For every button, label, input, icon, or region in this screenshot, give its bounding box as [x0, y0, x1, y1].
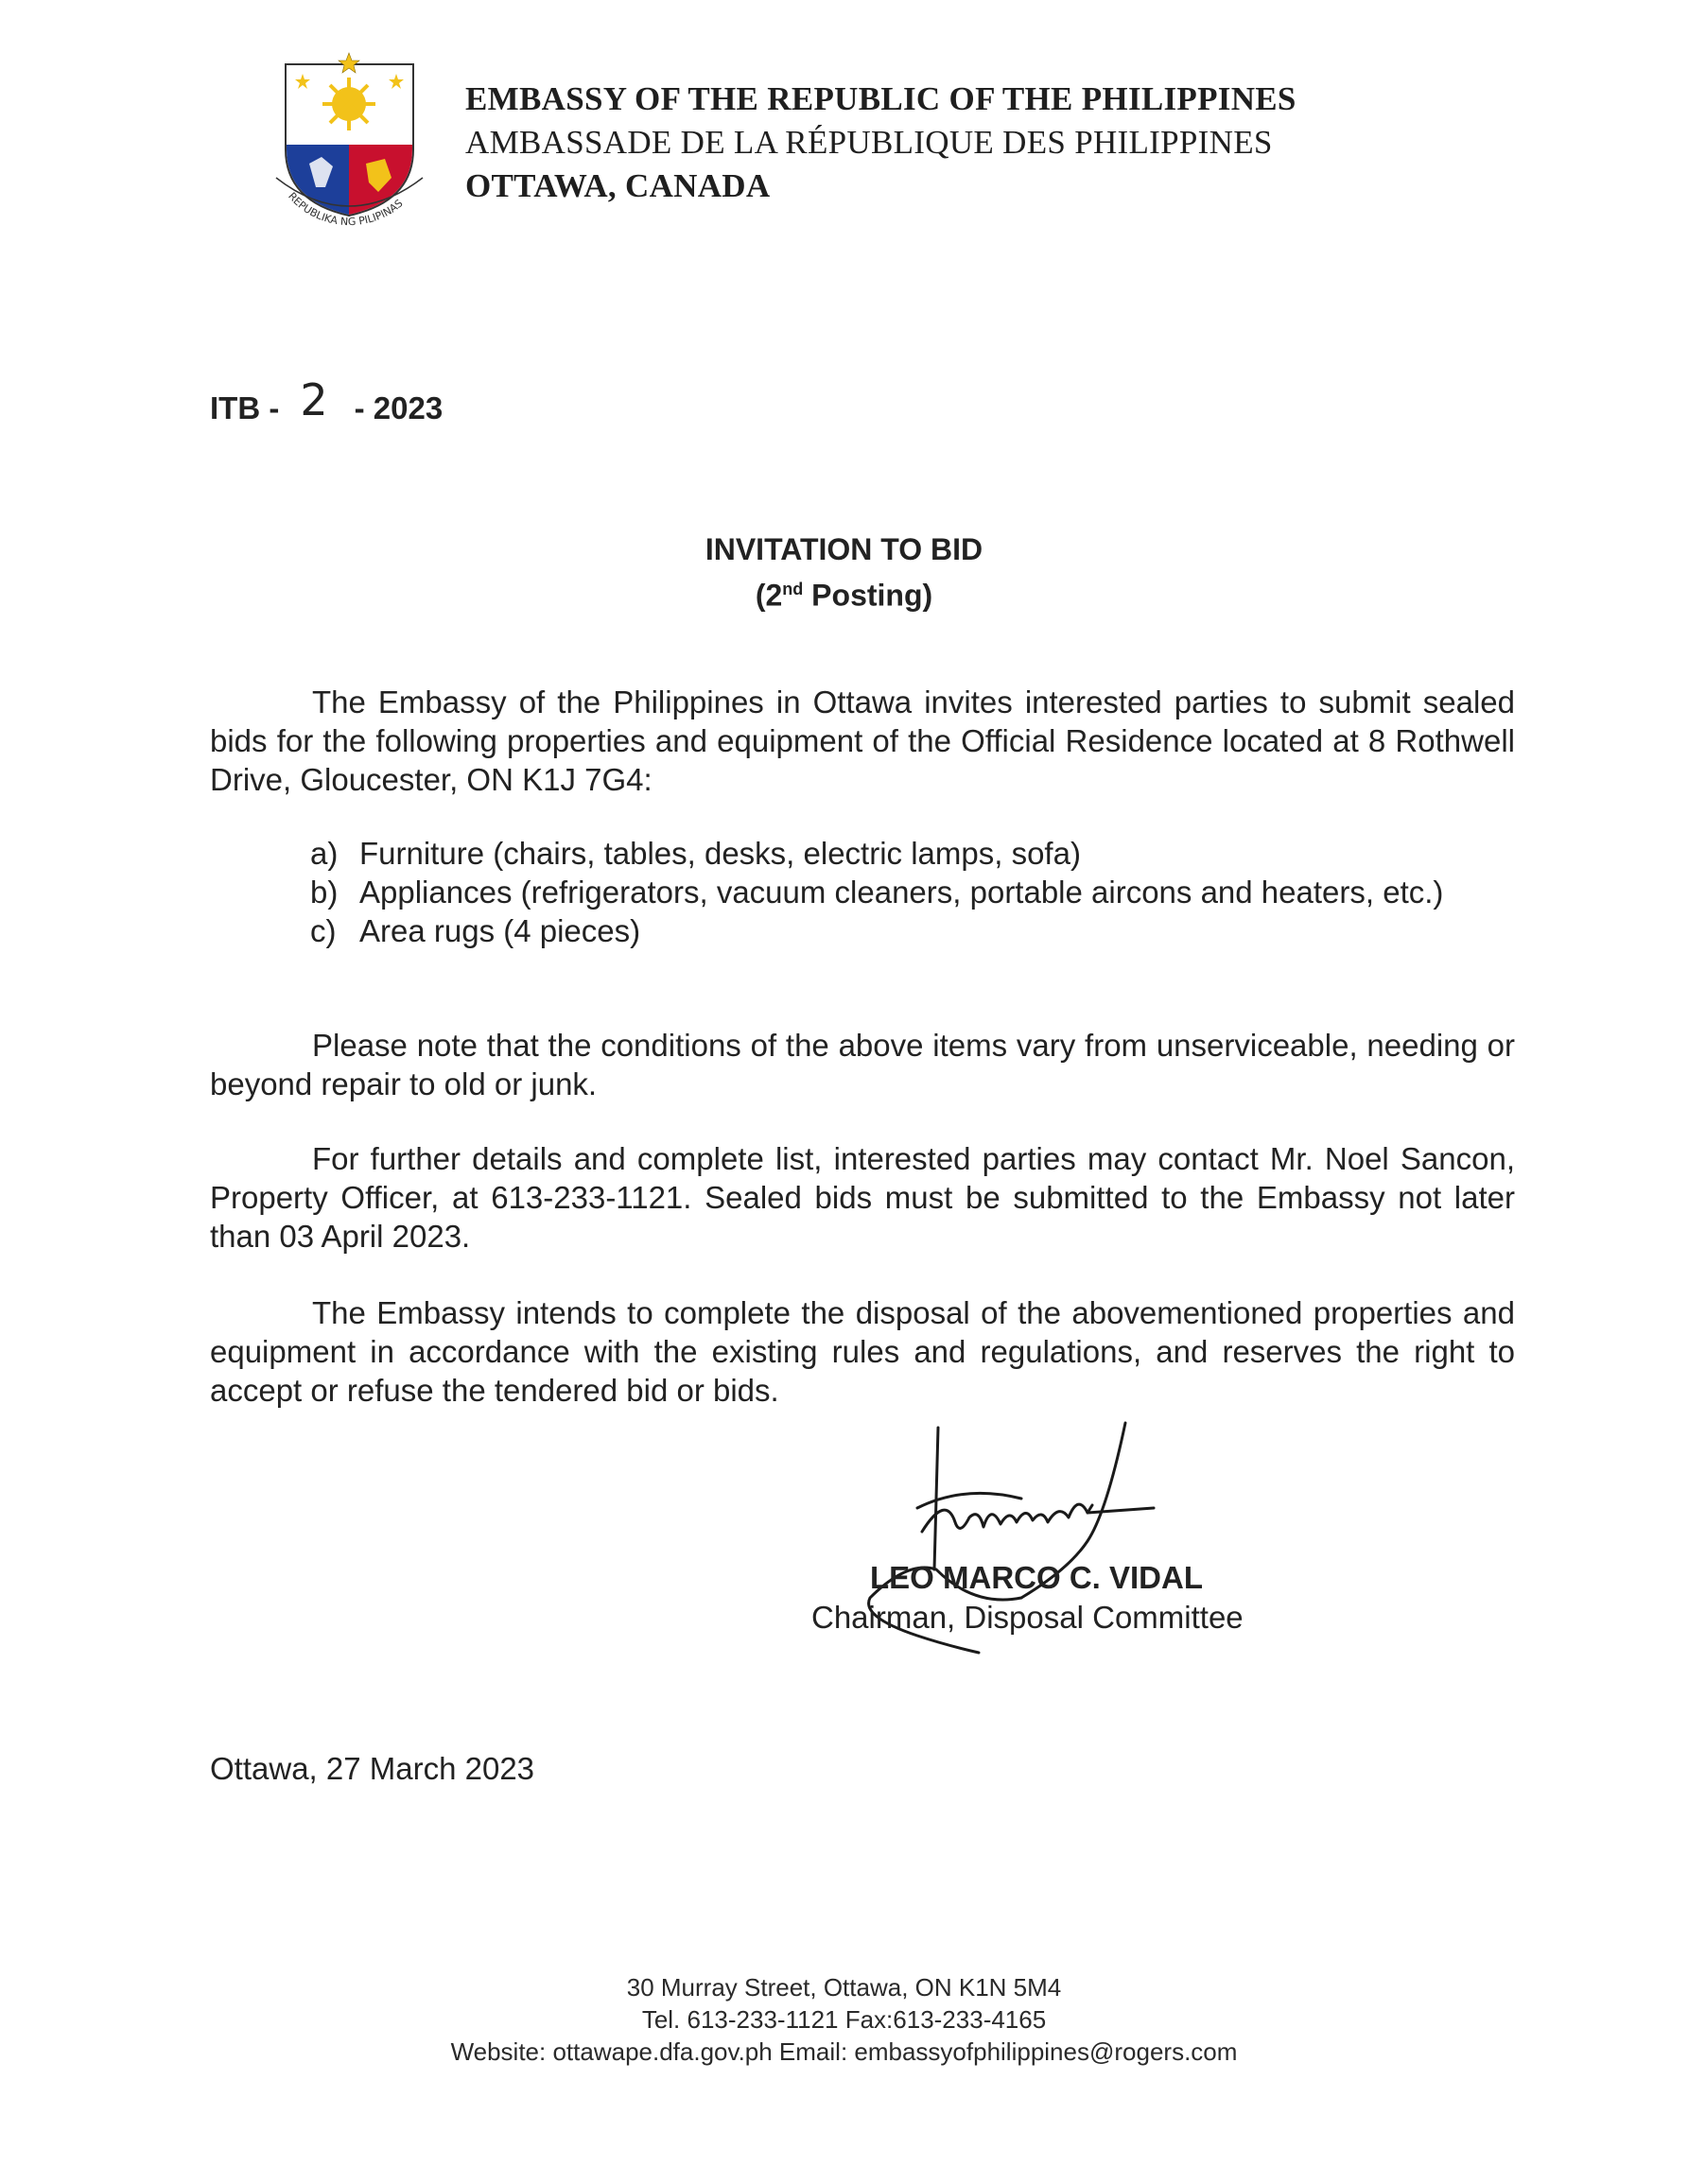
title-posting: (2nd Posting)	[755, 578, 933, 613]
items-list	[310, 834, 1515, 950]
letterhead-french: AMBASSADE DE LA RÉPUBLIQUE DES PHILIPPINES	[465, 124, 1273, 161]
footer-address: 30 Murray Street, Ottawa, ON K1N 5M4	[626, 1973, 1062, 2002]
signatory-title: Chairman, Disposal Committee	[811, 1600, 1244, 1635]
intro-paragraph: The Embassy of the Philippines in Ottawa invites interested parties to submit sealed bids for the following properties and equipment of the Official Residence located at 8 Rothwell Drive, Gloucester, ON K1J 7G4:	[210, 685, 1515, 797]
footer-web-email: Website: ottawape.dfa.gov.ph Email: embassyofphilippines@rogers.com	[450, 2037, 1238, 2066]
footer	[0, 1971, 1688, 2068]
reference-suffix: - 2023	[354, 390, 444, 425]
letterhead	[465, 78, 1296, 208]
item-label: c)	[310, 913, 337, 948]
reference-handwritten-number: 2	[300, 374, 328, 425]
footer-phone: Tel. 613-233-1121 Fax:613-233-4165	[641, 2005, 1047, 2034]
philippine-seal-icon	[248, 36, 451, 239]
letterhead-english: EMBASSY OF THE REPUBLIC OF THE PHILIPPINES	[465, 80, 1296, 117]
reference-number	[210, 374, 444, 429]
letterhead-city: OTTAWA, CANADA	[465, 167, 771, 204]
list-item	[310, 834, 1515, 873]
title-main: INVITATION TO BID	[705, 532, 983, 566]
signatory-name: LEO MARCO C. VIDAL	[870, 1560, 1203, 1595]
item-label: a)	[310, 836, 339, 871]
list-item	[310, 911, 1515, 950]
closing-paragraph: The Embassy intends to complete the disposal of the abovementioned properties and equipment in accordance with the existing rules and regulations, and reserves the right to accept or refuse the tendered bid or bids.	[210, 1295, 1515, 1408]
note-paragraph: Please note that the conditions of the above items vary from unserviceable, needing or beyond repair to old or junk.	[210, 1028, 1515, 1101]
document-date: Ottawa, 27 March 2023	[210, 1751, 535, 1786]
svg-text:REPUBLIKA NG PILIPINAS: REPUBLIKA NG PILIPINAS	[286, 190, 406, 229]
list-item	[310, 873, 1515, 911]
document-title	[0, 529, 1688, 615]
item-label: b)	[310, 875, 339, 910]
item-text: Appliances (refrigerators, vacuum cleaners, portable aircons and heaters, etc.)	[359, 875, 1444, 910]
item-text: Area rugs (4 pieces)	[359, 913, 641, 948]
reference-prefix: ITB -	[210, 390, 280, 425]
item-text: Furniture (chairs, tables, desks, electric lamps, sofa)	[359, 836, 1081, 871]
contact-paragraph: For further details and complete list, interested parties may contact Mr. Noel Sancon, Property Officer, at 613-233-1121. Sealed bids must be submitted to the Embassy not later than 03 April 2023.	[210, 1141, 1515, 1254]
